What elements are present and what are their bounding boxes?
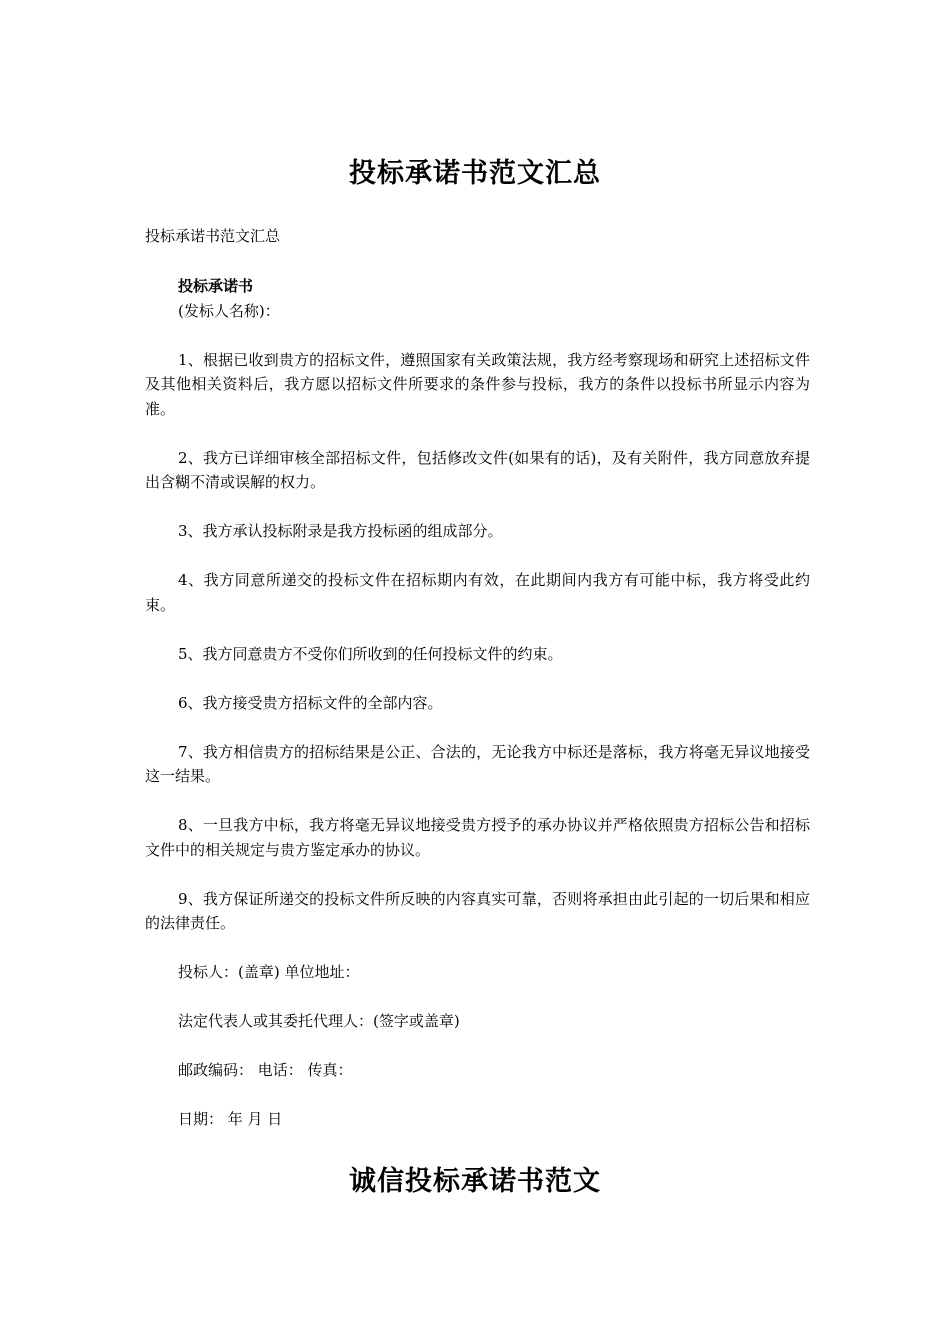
signature-date: 日期： 年 月 日	[178, 1110, 283, 1128]
clause-paragraph: 6、我方接受贵方招标文件的全部内容。	[178, 693, 443, 712]
clause-paragraph: 4、我方同意所递交的投标文件在招标期内有效，在此期间内我方有可能中标，我方将受此约束。	[145, 571, 810, 614]
clause-paragraph: 5、我方同意贵方不受你们所收到的任何投标文件的约束。	[178, 644, 563, 663]
signature-representative: 法定代表人或其委托代理人：(签字或盖章)	[178, 1012, 460, 1030]
clause-paragraph: 9、我方保证所递交的投标文件所反映的内容真实可靠，否则将承担由此引起的一切后果和相应的法律责任。	[145, 889, 810, 932]
section-heading: 投标承诺书	[178, 277, 254, 295]
clause-paragraph: 1、根据已收到贵方的招标文件，遵照国家有关政策法规，我方经考察现场和研究上述招标文件及其他相关资料后，我方愿以招标文件所要求的条件参与投标，我方的条件以投标书所显示内容为准。	[145, 350, 810, 418]
document-subtitle: 投标承诺书范文汇总	[145, 227, 281, 245]
clause-paragraph: 2、我方已详细审核全部招标文件，包括修改文件(如果有的话)，及有关附件，我方同意放弃提出含糊不清或误解的权力。	[145, 448, 810, 491]
document-body	[145, 274, 810, 1156]
addressee-line: (发标人名称)：	[178, 301, 280, 320]
signature-bidder: 投标人：(盖章) 单位地址：	[178, 963, 360, 981]
document-title: 投标承诺书范文汇总	[349, 158, 601, 189]
clause-paragraph: 8、一旦我方中标，我方将毫无异议地接受贵方授予的承办协议并严格依照贵方招标公告和招标文件中的相关规定与贵方鉴定承办的协议。	[145, 816, 810, 859]
second-section-title: 诚信投标承诺书范文	[349, 1166, 601, 1197]
clause-paragraph: 3、我方承认投标附录是我方投标函的组成部分。	[178, 522, 503, 540]
clause-paragraph: 7、我方相信贵方的招标结果是公正、合法的，无论我方中标还是落标，我方将毫无异议地接受这一结果。	[145, 742, 810, 785]
signature-contact: 邮政编码： 电话： 传真：	[178, 1061, 353, 1079]
